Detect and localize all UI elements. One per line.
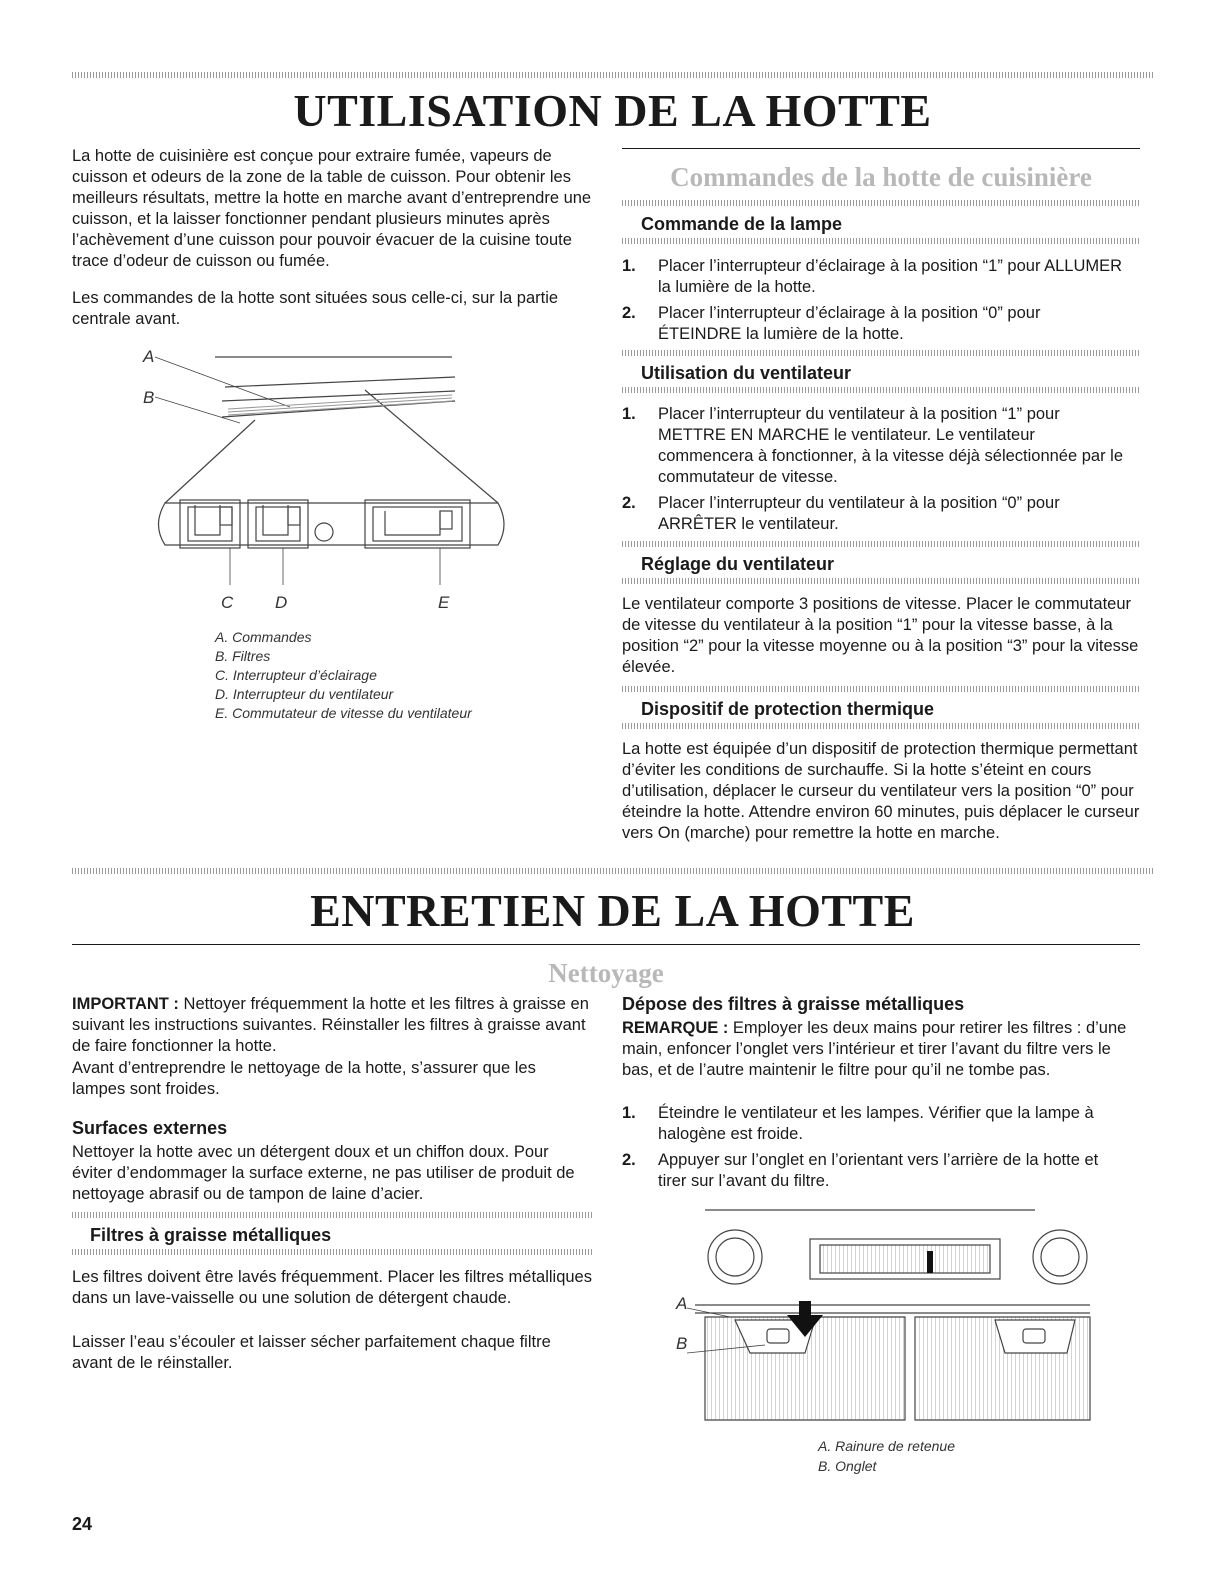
controls-top-rule: [622, 148, 1140, 149]
important-text: Nettoyer fréquemment la hotte et les filtres à graisse en suivant les instructions suivantes. Réinstaller les filtres à graisse avant de faire fonctionner la hotte.: [72, 995, 589, 1055]
removal-note: [622, 1018, 1140, 1081]
filter-caption-a: A. Rainure de retenue: [818, 1438, 955, 1454]
controls-diagram: [140, 345, 540, 625]
filters-rule-top: [72, 1212, 592, 1218]
caption-c: C. Interrupteur d’éclairage: [215, 667, 377, 683]
filter-figure-letter-a: A: [676, 1294, 688, 1313]
thermal-rule-bottom: [622, 723, 1140, 729]
caption-b: B. Filtres: [215, 648, 271, 664]
figure-letter-b: B: [143, 388, 155, 407]
lamp-rule-top: [622, 200, 1140, 206]
caption-d: D. Interrupteur du ventilateur: [215, 686, 394, 702]
filters-rule-bottom: [72, 1249, 592, 1255]
surfaces-text: Nettoyer la hotte avec un détergent doux et un chiffon doux. Pour éviter d’endommager la surface externe, ne pas utiliser de produit de nettoyage abrasif ou de tampon de laine d’acier.: [72, 1143, 575, 1203]
top-rule: [72, 72, 1154, 78]
fan-steps: [622, 404, 1127, 540]
speed-heading: Réglage du ventilateur: [641, 554, 835, 574]
list-item: 1. Placer l’interrupteur du ventilateur à la position “1” pour METTRE EN MARCHE le ventilateur. Le ventilateur commencera à fonctionner, à la vitesse déjà sélectionnée par le commutateur de vitesse.: [622, 405, 1124, 486]
page-number: 24: [72, 1514, 93, 1534]
filters-text-2: Laisser l’eau s’écouler et laisser sécher parfaitement chaque filtre avant de le réinstaller.: [72, 1333, 551, 1372]
filter-figure-letter-b: B: [676, 1334, 688, 1353]
important-label: IMPORTANT :: [72, 995, 179, 1013]
fan-rule-bottom: [622, 387, 1140, 393]
thermal-text: La hotte est équipée d’un dispositif de protection thermique permettant d’éviter les conditions de surchauffe. Si la hotte s’éteint en cours d’utilisation, déplacer le curseur du ventilateur vers la position “0” pour éteindre la hotte. Attendre environ 60 minutes, puis déplacer le curseur vers On (marche) pour remettre la hotte en marche.: [622, 740, 1140, 842]
removal-note-label: REMARQUE :: [622, 1019, 729, 1037]
usage-title: UTILISATION DE LA HOTTE: [293, 85, 932, 136]
filters-text-1: Les filtres doivent être lavés fréquemment. Placer les filtres métalliques dans un lave-vaisselle ou une solution de détergent chaude.: [72, 1268, 592, 1307]
speed-rule-top: [622, 541, 1140, 547]
caption-a: A. Commandes: [215, 629, 312, 645]
figure-letter-c: C: [221, 593, 234, 612]
cleaning-section-title: Nettoyage: [548, 958, 664, 988]
list-item: 1. Éteindre le ventilateur et les lampes. Vérifier que la lampe à halogène est froide.: [622, 1104, 1094, 1143]
caption-e: E. Commutateur de vitesse du ventilateur: [215, 705, 472, 721]
controls-section-title: Commandes de la hotte de cuisinière: [670, 162, 1092, 192]
figure-letter-d: D: [275, 593, 288, 612]
figure-letter-a: A: [143, 347, 155, 366]
removal-note-text: Employer les deux mains pour retirer les filtres : d’une main, enfoncer l’onglet vers l’intérieur et tirer l’avant du filtre vers le bas, et de l’autre maintenir le filtre pour qu’il ne tombe pas.: [622, 1019, 1127, 1079]
speed-text: Le ventilateur comporte 3 positions de vitesse. Placer le commutateur de vitesse du ventilateur à la position “1” pour la vitesse basse, à la position “2” pour la vitesse moyenne ou à la position “3” pour la vitesse élevée.: [622, 595, 1139, 676]
usage-intro-2: Les commandes de la hotte sont situées sous celle-ci, sur la partie centrale avant.: [72, 289, 559, 328]
figure-letter-e: E: [438, 593, 450, 612]
maintenance-rule: [72, 944, 1140, 945]
list-item: 2. Placer l’interrupteur d’éclairage à la position “0” pour ÉTEINDRE la lumière de la hotte.: [622, 304, 1041, 343]
lamp-rule-bottom: [622, 238, 1140, 244]
list-item: 2. Appuyer sur l’onglet en l’orientant vers l’arrière de la hotte et tirer sur l’avant du filtre.: [622, 1151, 1099, 1190]
lamp-heading: Commande de la lampe: [641, 214, 843, 234]
list-item: 2. Placer l’interrupteur du ventilateur à la position “0” pour ARRÊTER le ventilateur.: [622, 494, 1060, 533]
thermal-rule-top: [622, 686, 1140, 692]
filter-removal-diagram: [675, 1205, 1105, 1425]
list-item: 1. Placer l’interrupteur d’éclairage à la position “1” pour ALLUMER la lumière de la hotte.: [622, 257, 1123, 296]
mid-rule: [72, 868, 1154, 874]
fan-rule-top: [622, 350, 1140, 356]
removal-heading: Dépose des filtres à graisse métalliques: [622, 994, 965, 1014]
removal-steps: [622, 1103, 1127, 1197]
thermal-heading: Dispositif de protection thermique: [641, 699, 935, 719]
maintenance-title: ENTRETIEN DE LA HOTTE: [310, 885, 915, 936]
important-note: [72, 994, 592, 1057]
surfaces-heading: Surfaces externes: [72, 1118, 228, 1138]
before-cleaning-text: Avant d’entreprendre le nettoyage de la hotte, s’assurer que les lampes sont froides.: [72, 1059, 536, 1098]
usage-intro: La hotte de cuisinière est conçue pour extraire fumée, vapeurs de cuisson et odeurs de la zone de la table de cuisson. Pour obtenir les meilleurs résultats, mettre la hotte en marche avant d’entreprendre une cuisson, et la laisser fonctionner pendant plusieurs minutes après l’achèvement d’une cuisson pour pouvoir évacuer de la cuisine toute trace d’odeur de cuisson ou fumée.: [72, 147, 592, 270]
filter-caption-b: B. Onglet: [818, 1458, 877, 1474]
speed-rule-bottom: [622, 578, 1140, 584]
lamp-steps: [622, 256, 1127, 350]
fan-heading: Utilisation du ventilateur: [641, 363, 852, 383]
filters-heading: Filtres à graisse métalliques: [90, 1225, 332, 1245]
